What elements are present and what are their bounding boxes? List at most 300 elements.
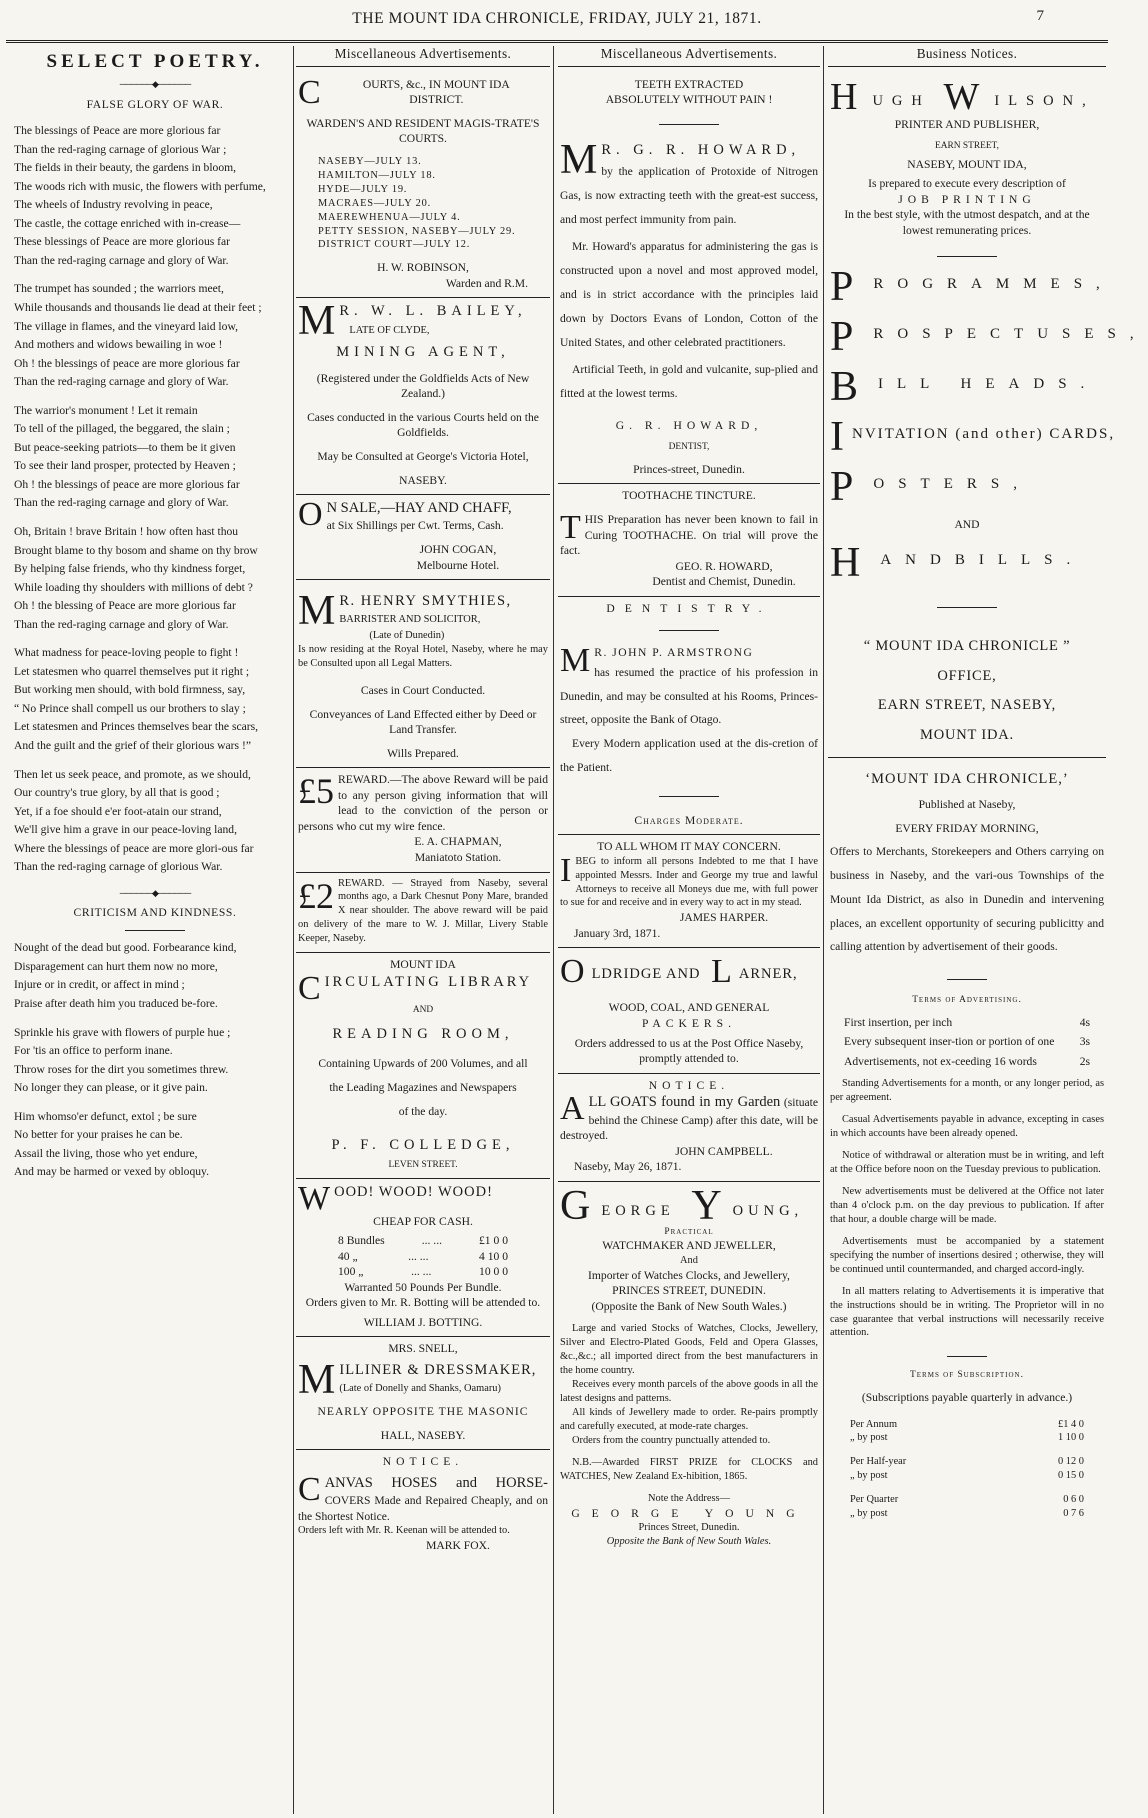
page-number: 7 [1036,8,1044,24]
poem-line: Oh ! the blessings of peace are more glorious far [14,356,240,370]
ad-text: EARN STREET, [935,141,999,152]
office-line: MOUNT IDA. [920,727,1014,744]
divider [947,1356,987,1357]
ad-wood [296,1179,550,1338]
poem-line: No better for your praises he can be. [14,1128,183,1142]
poem-line: The trumpet has sounded ; the warriors meet, [14,282,224,296]
signature: GEORGE YOUNG [571,1506,807,1520]
ad-howard-teeth [558,73,820,485]
court-date: NASEBY—JULY 13. [318,155,422,167]
signature-place: Princes Street, Dunedin. [638,1522,740,1534]
divider [659,630,719,631]
ad-text: Is prepared to execute every description of [868,177,1066,191]
ad-role: MINING AGENT, [336,344,510,361]
drop-cap: C [298,1470,321,1508]
ad-text: Wills Prepared. [387,746,459,760]
poem-title: FALSE GLORY OF WAR. [86,97,224,111]
ad-text: Importer of Watches Clocks, and Jewellery, [588,1268,790,1282]
price-row [338,1233,508,1249]
ad-title: UGH [872,92,931,109]
masthead-title: THE MOUNT IDA CHRONICLE, FRIDAY, JULY 21, 1871. [352,10,762,27]
ad-bailey [296,298,550,495]
ad-text: Notice of withdrawal or alteration must be in writing, and left at the Office before noon on the Tuesday previous to publication. [830,1150,1104,1176]
office-address [830,632,1104,751]
drop-cap: H [830,75,867,118]
drop-cap: H [830,540,875,586]
ad-title: OURTS, &c., IN MOUNT IDA [362,77,510,91]
ad-text: NEARLY OPPOSITE THE MASONIC [317,1405,529,1419]
drop-cap: P [830,314,868,361]
poem-line: While loading thy shoulders with millions of debt ? [14,580,253,594]
drop-cap: P [830,464,868,511]
ad-text: All kinds of Jewellery made to order. Re-pairs promptly and carefully executed, at mode-rate charges. [560,1406,818,1432]
poem-line: Than the red-raging carnage of glorious War ; [14,142,227,156]
stanza [14,122,296,270]
column-divider [553,46,554,1814]
ad-snell [296,1337,550,1450]
poem-line: But working men should, with bold firmness, say, [14,683,246,697]
price-cell: 10 0 0 [479,1265,508,1279]
column-heading: Business Notices. [828,45,1106,67]
poem-line: The wheels of Industry revolving in peace, [14,198,213,212]
ad-text: Orders left with Mr. R. Keenan will be attended to. [298,1525,510,1537]
drop-cap: £2 [298,875,334,916]
business-notices-column [828,45,1148,1815]
office-line: EARN STREET, NASEBY, [877,697,1057,714]
stanza [14,644,296,755]
printing-services-list [830,264,1148,511]
ad-tincture [558,484,820,596]
drop-cap: £5 [298,771,334,812]
masthead [0,0,1114,40]
ad-title: ARNER, [738,966,798,983]
subscription-value: 0 15 0 [1058,1470,1084,1482]
signature: MARK FOX. [426,1539,490,1553]
ad-title: ANVAS HOSES and HORSE- [324,1474,548,1491]
ad-heading: TO ALL WHOM IT MAY CONCERN. [597,840,781,854]
ad-text: Warranted 50 Pounds Per Bundle. [344,1280,502,1294]
drop-cap: I [830,414,846,461]
ad-text: has resumed the practice of his profession in Dunedin, and may be consulted at his Rooms, Princes-street, opposite the Bank of Otago. [560,665,818,727]
court-date: HYDE—JULY 19. [318,183,408,195]
service-line [830,314,1148,361]
ad-title: ‘MOUNT IDA CHRONICLE,’ [865,770,1069,787]
subscription-value: 1 10 0 [1058,1432,1084,1444]
poem-line: Our country's true glory, by all that is good ; [14,786,220,800]
ad-text: Offers to Merchants, Storekeepers and Others carrying on business in Naseby, and the vari-ous Townships of the Mount Ida District, as also in Dunedin and intervening places, an excellent opportunity of securing publicitty and calling attention by advertisement of their goods. [830,845,1104,954]
poem-line: No longer they can please, or it give pain. [14,1081,208,1095]
signature: GEO. R. HOWARD, [675,559,773,573]
service-line [830,264,1114,311]
ad-pretitle: MOUNT IDA [390,958,456,972]
signature-title: DENTIST, [668,442,710,453]
ad-title: ILSON, [994,92,1095,109]
signature-place: Maniatoto Station. [414,851,502,865]
poem-line: Oh ! the blessings of peace are more glorious far [14,477,240,491]
poem-line: By helping false friends, who thy kindness forget, [14,562,246,576]
drop-cap: B [830,364,873,411]
signature-title: Dentist and Chemist, Dunedin. [652,575,796,589]
notice-heading: NOTICE. [382,1455,464,1469]
ad-text: And [680,1254,698,1266]
subscription-row [850,1493,1084,1507]
ad-text: Casual Advertisements payable in advance, excepting in cases in which accounts have been already opened. [830,1114,1104,1140]
price-cell: ... ... [408,1249,429,1263]
ad-text: Orders from the country punctually attended to. [572,1434,771,1446]
price-row [338,1264,508,1280]
poem-false-glory-of-war [14,122,296,877]
poem-line: The village in flames, and the vineyard laid low, [14,319,238,333]
ad-title: READING ROOM, [332,1025,514,1042]
ad-text: Containing Upwards of 200 Volumes, and all [318,1057,528,1071]
ad-hoses [296,1450,550,1559]
subscription-label: „ by post [850,1470,888,1482]
service-item: ROGRAMMES, [873,276,1114,293]
price-cell: 100 „ [338,1265,364,1279]
rate-value: 2s [1079,1054,1090,1068]
ad-text: In all matters relating to Advertisements it is imperative that the instructions should be in writing. The Proprietor will in no case guarantee that verbal instructions will necessarily receive attention. [830,1285,1104,1339]
poem-criticism-and-kindness [14,939,296,1182]
ad-text: (Registered under the Goldfields Acts of New Zealand.) [316,371,530,401]
poem-line: Praise after death him you traduced be-fore. [14,997,218,1011]
ad-subtitle: (Late of Dunedin) [369,630,445,642]
column-heading: Miscellaneous Advertisements. [296,45,550,67]
misc-ads-column-2 [558,45,820,1815]
poem-line: The warrior's monument ! Let it remain [14,403,198,417]
rate-row [830,1054,1104,1070]
ad-text: Mr. Howard's apparatus for administering the gas is constructed upon a novel and most approved model, and is in strict accordance with the principles laid down by Doctors Evans of London, Cotton of the United States, and other celebrated practitioners. [560,240,818,349]
ad-text: BEG to inform all persons Indebted to me that I have appointed Messrs. Inder and George my true and lawful Attorneys to receive all Moneys due me, with full power to sue for and receive and in every way to act in my stead. [560,855,818,909]
price-cell: ... ... [421,1234,442,1248]
divider [659,124,719,125]
divider [937,607,997,608]
signature-place: LEVEN STREET. [388,1159,458,1170]
ad-title: EORGE [601,1202,675,1219]
courts-list [298,155,548,253]
rate-row [830,1015,1104,1031]
poem-line: While thousands and thousands lie dead at their feet ; [14,300,262,314]
price-row [338,1249,508,1265]
poem-line: Oh ! the blessing of Peace are more glorious far [14,599,236,613]
poem-line: And mothers and widows bewailing in woe ! [14,338,223,352]
signature: H. W. ROBINSON, [377,261,469,275]
ad-text: (situate behind the Chinese Camp) after this date, will be destroyed. [560,1096,818,1143]
misc-ads-column-1 [296,45,550,1815]
subscription-rates [830,1418,1104,1522]
poem-line: “ No Prince shall compell us our brothers to slay ; [14,701,246,715]
poem-line: For 'tis an office to perform inane. [14,1044,173,1058]
rate-value: 4s [1079,1015,1090,1029]
ad-text: (Opposite the Bank of New South Wales.) [591,1299,787,1313]
ad-subtitle: PRINTER AND PUBLISHER, [894,117,1040,131]
poem-line: These blessings of Peace are more glorious far [14,235,231,249]
court-date: MAEREWHENUA—JULY 4. [318,211,461,223]
ad-title: R. HENRY SMYTHIES, [339,593,512,610]
poem-title: CRITICISM AND KINDNESS. [73,905,237,919]
ad-title: IRCULATING LIBRARY [324,973,533,990]
poem-line: Than the red-raging carnage and glory of War. [14,617,229,631]
office-line: “ MOUNT IDA CHRONICLE ” [863,638,1071,654]
ad-text: Orders given to Mr. R. Botting will be attended to. [305,1296,541,1310]
poem-line: Yet, if a foe should e'er foot-atain our strand, [14,804,222,818]
court-date: MACRAES—JULY 20. [318,197,431,209]
price-cell: 4 10 0 [479,1249,508,1263]
subscription-row [850,1469,1084,1483]
poem-line: Him whomso'er defunct, extol ; be sure [14,1109,197,1123]
poem-line: The castle, the cottage enriched with in-crease— [14,216,241,230]
ad-text: PRINCES STREET, DUNEDIN. [612,1284,766,1298]
drop-cap: C [298,73,321,111]
ad-subtitle: WOOD, COAL, AND GENERAL [608,1001,770,1015]
ad-text: Practical [664,1226,714,1237]
ad-title: N SALE,—HAY AND CHAFF, [326,500,512,517]
ad-library [296,953,550,1178]
court-date: HAMILTON—JULY 18. [318,169,436,181]
drop-cap: T [560,509,581,547]
drop-cap: M [560,642,591,680]
poem-line: Assail the living, those who yet endure, [14,1146,198,1160]
ad-text: Orders addressed to us at the Post Office Naseby, promptly attended to. [574,1036,804,1066]
ad-text: Receives every month parcels of the above goods in all the latest designs and patterns. [560,1379,818,1404]
ad-title: LL GOATS found in my Garden [588,1094,781,1111]
subscription-row [850,1455,1084,1469]
ad-subtitle: LATE OF CLYDE, [349,324,430,336]
ad-text: Cases in Court Conducted. [360,684,486,698]
ad-text: HALL, NASEBY. [380,1428,466,1442]
rate-label: Every subsequent inser-tion or portion of one [844,1035,1055,1049]
ad-text: Large and varied Stocks of Watches, Clocks, Jewellery, Silver and Electro-Plated Goods, Feld and Opera Glasses, &c.,&c.; all imported direct from the best manufacturers in the home country. [560,1323,818,1377]
ad-text: Charges Moderate. [634,813,744,827]
ad-title: OUNG, [732,1202,804,1219]
ad-title: TEETH EXTRACTED [634,77,744,91]
ad-title: LDRIDGE AND [591,966,701,983]
poem-line: Brought blame to thy bosom and shame on thy brow [14,543,258,557]
court-date: DISTRICT COURT—JULY 12. [318,239,471,251]
ad-text: EVERY FRIDAY MORNING, [895,821,1039,835]
price-cell: ... ... [411,1265,432,1279]
ad-title-line2: DISTRICT. [409,93,464,107]
ad-text: at Six Shillings per Cwt. Terms, Cash. [326,519,504,533]
ad-title: ABSOLUTELY WITHOUT PAIN ! [605,93,773,107]
poem-line: Throw roses for the dirt you sometimes threw. [14,1062,229,1076]
ad-smythies [296,580,550,768]
column-divider [823,46,824,1814]
poem-line: Nought of the dead but good. Forbearance kind, [14,941,237,955]
ad-chronicle [828,758,1106,1527]
service-line [830,464,1104,511]
ad-text: Note the Address— [648,1492,730,1504]
service-line [830,364,1104,411]
ad-text: REWARD.—The above Reward will be paid to any person giving information that will lead to the conviction of the person or persons who cut my wire fence. [298,773,548,833]
poem-line: Injure or in credit, or affect in mind ; [14,978,185,992]
drop-cap: M [560,136,598,183]
poem-line: The woods rich with music, the flowers with perfume, [14,179,266,193]
drop-cap: P [830,264,868,311]
ad-title: OOD! WOOD! WOOD! [334,1183,493,1200]
rate-label: Advertisements, not ex-ceeding 16 words [844,1054,1037,1068]
ad-text: of the day. [398,1104,448,1118]
poem-line: Sprinkle his grave with flowers of purple hue ; [14,1025,231,1039]
ad-goats [558,1074,820,1182]
terms-heading: Terms of Advertising. [912,995,1022,1006]
ad-text: the Leading Magazines and Newspapers [329,1080,517,1094]
ad-reward-2 [296,873,550,954]
terms-heading: Terms of Subscription. [910,1370,1024,1381]
stanza [14,766,296,877]
ad-text: New advertisements must be delivered at the Office not later than 4 o'clock p.m. on the day previous to publication. If after that hour, a double charge will be made. [830,1186,1104,1225]
ad-date: Naseby, May 26, 1871. [574,1160,682,1174]
notice-heading: NOTICE. [648,1078,730,1092]
poem-line: Than the red-raging carnage and glory of War. [14,496,229,510]
ornament: ──────◆────── [119,79,191,90]
poem-line: To tell of the pillaged, the beggared, the slain ; [14,422,230,436]
signature: G. R. HOWARD, [615,418,763,432]
signature: JAMES HARPER. [679,911,769,925]
service-item: ILL HEADS. [878,376,1099,393]
subscription-value: 0 12 0 [1058,1456,1084,1468]
drop-cap: M [298,588,336,635]
subscription-row [850,1431,1084,1445]
subscription-row [850,1507,1084,1521]
ad-text: HIS Preparation has never been known to fail in Curing TOOTHACHE. On trial will prove the fact. [560,513,818,558]
ad-text: (Subscriptions payable quarterly in advance.) [861,1390,1073,1404]
ad-text: Published at Naseby, [918,798,1016,812]
subscription-value: 0 7 6 [1063,1508,1084,1520]
ad-text: by the application of Protoxide of Nitrogen Gas, is now extracting teeth with the great-est success, and most perfect immunity from pain. [560,165,818,226]
rate-label: First insertion, per inch [844,1015,953,1029]
advertising-rates [830,1015,1104,1070]
subscription-label: „ by post [850,1508,888,1520]
ad-text: Standing Advertisements for a month, or any longer period, as per agreement. [830,1078,1104,1104]
ad-title: R. JOHN P. ARMSTRONG [594,646,754,660]
drop-cap: I [560,851,572,889]
subscription-label: „ by post [850,1432,888,1444]
column-heading: Miscellaneous Advertisements. [558,45,820,67]
service-item: NVITATION (and other) CARDS, [852,426,1116,443]
subscription-label: Per Annum [850,1418,898,1430]
ad-reward-5 [296,768,550,872]
drop-cap: Y [691,1182,727,1229]
ad-subtitle: BARRISTER AND SOLICITOR, [339,614,481,626]
ad-text: AND [954,518,980,532]
signature: JOHN CAMPBELL. [675,1144,773,1158]
poem-line: Where the blessings of peace are more glori-ous far [14,841,254,855]
ad-text: NASEBY, MOUNT IDA, [907,157,1027,171]
ad-text: Is now residing at the Royal Hotel, Naseby, where he may be Consulted upon all Legal Matters. [298,644,548,670]
price-cell: 40 „ [338,1249,358,1263]
drop-cap: O [560,953,586,991]
subscription-label: Per Quarter [850,1494,899,1506]
stanza [14,939,296,1013]
ad-text: Conveyances of Land Effected either by Deed or Land Transfer. [309,707,537,737]
poem-line: Let statesmen and Princes themselves bear the scars, [14,720,259,734]
signature-place: Opposite the Bank of New South Wales. [606,1536,772,1548]
office-line: OFFICE, [937,667,997,684]
divider [947,979,987,980]
ad-pretitle: MRS. SNELL, [388,1342,458,1356]
ad-dentistry [558,597,820,835]
poem-line: Than the red-raging carnage of glorious War. [14,860,223,874]
stanza [14,1024,296,1098]
ad-courts [296,73,550,299]
drop-cap: W [943,75,989,118]
divider [125,930,185,931]
ad-text: NASEBY. [399,473,447,487]
ad-subtitle: CHEAP FOR CASH. [373,1214,473,1228]
signature: P. F. COLLEDGE, [331,1136,515,1153]
ad-text: COVERS Made and Repaired Cheaply, and on the Shortest Notice. [298,1494,548,1523]
price-cell: £1 0 0 [479,1234,508,1248]
poetry-column [14,45,296,1815]
divider [659,796,719,797]
drop-cap: A [560,1090,585,1128]
subscription-value: £1 4 0 [1058,1418,1084,1430]
ad-text: Cases conducted in the various Courts held on the Goldfields. [307,410,539,440]
service-item: OSTERS, [873,476,1031,493]
ad-date: January 3rd, 1871. [574,926,661,940]
ad-text: Every Modern application used at the dis-cretion of the Patient. [560,737,818,774]
ad-text: Advertisements must be accompanied by a statement specifying the number of insertions desired ; otherwise, they will be continued until countermanded, and charged accord-ingly. [830,1235,1104,1275]
ad-subtitle: WATCHMAKER AND JEWELLER, [602,1239,776,1253]
poem-line: To see their land prosper, protected by Heaven ; [14,459,236,473]
ad-heading: DENTISTRY. [606,601,772,615]
poem-line: Than the red-raging carnage and glory of War. [14,375,229,389]
subscription-row [850,1418,1084,1432]
poem-line: And the guilt and the grief of their glorious wars !” [14,738,251,752]
ad-text: May be Consulted at George's Victoria Hotel, [317,449,529,463]
rate-value: 3s [1079,1035,1090,1049]
ad-title: R. W. L. BAILEY, [339,303,527,320]
signature-place: Melbourne Hotel. [416,558,500,572]
poem-line: But peace-seeking patriots—to them be it given [14,440,236,454]
ad-hay-chaff [296,495,550,580]
poem-line: Than the red-raging carnage and glory of War. [14,253,229,267]
signature-title: Warden and R.M. [445,276,528,290]
stanza [14,402,296,513]
ad-text: REWARD. — Strayed from Naseby, several months ago, a Dark Chesnut Pony Mare, branded X near shoulder. The above reward will be paid on delivery of the mare to W. J. Millar, Livery Stable Keeper, Naseby. [298,877,548,945]
ad-subtitle: PACKERS. [641,1016,737,1030]
masthead-rule [6,40,1108,43]
signature: WILLIAM J. BOTTING. [363,1315,483,1329]
drop-cap: M [298,298,336,345]
stanza [14,523,296,634]
service-item: ROSPECTUSES, [873,326,1148,343]
ad-oldridge-larner [558,948,820,1073]
ad-harper [558,835,820,948]
ad-hugh-wilson [828,73,1148,758]
courts-subtitle: WARDEN'S AND RESIDENT MAGIS-TRATE'S COURTS. [306,116,540,146]
ad-title: R. G. R. HOWARD, [601,141,801,158]
signature-place: Princes-street, Dunedin. [633,462,745,476]
poem-line: Disparagement can hurt them now no more, [14,959,218,973]
poem-line: And may be harmed or vexed by obloquy. [14,1165,210,1179]
drop-cap: C [298,969,321,1007]
signature: JOHN COGAN, [419,543,497,556]
drop-cap: W [298,1179,331,1217]
drop-cap: M [298,1356,336,1403]
poem-line: Then let us seek peace, and promote, as we should, [14,767,251,781]
stanza [14,1108,296,1182]
ornament: ──────◆────── [119,887,191,898]
ad-text: Artificial Teeth, in gold and vulcanite, sup-plied and fitted at the lowest terms. [560,363,818,401]
poem-line: Oh, Britain ! brave Britain ! how often hast thou [14,524,239,538]
price-cell: 8 Bundles [338,1234,385,1248]
stanza [14,280,296,391]
service-line [830,414,1116,461]
price-list [298,1233,548,1280]
rate-row [830,1034,1104,1050]
divider [937,256,997,257]
